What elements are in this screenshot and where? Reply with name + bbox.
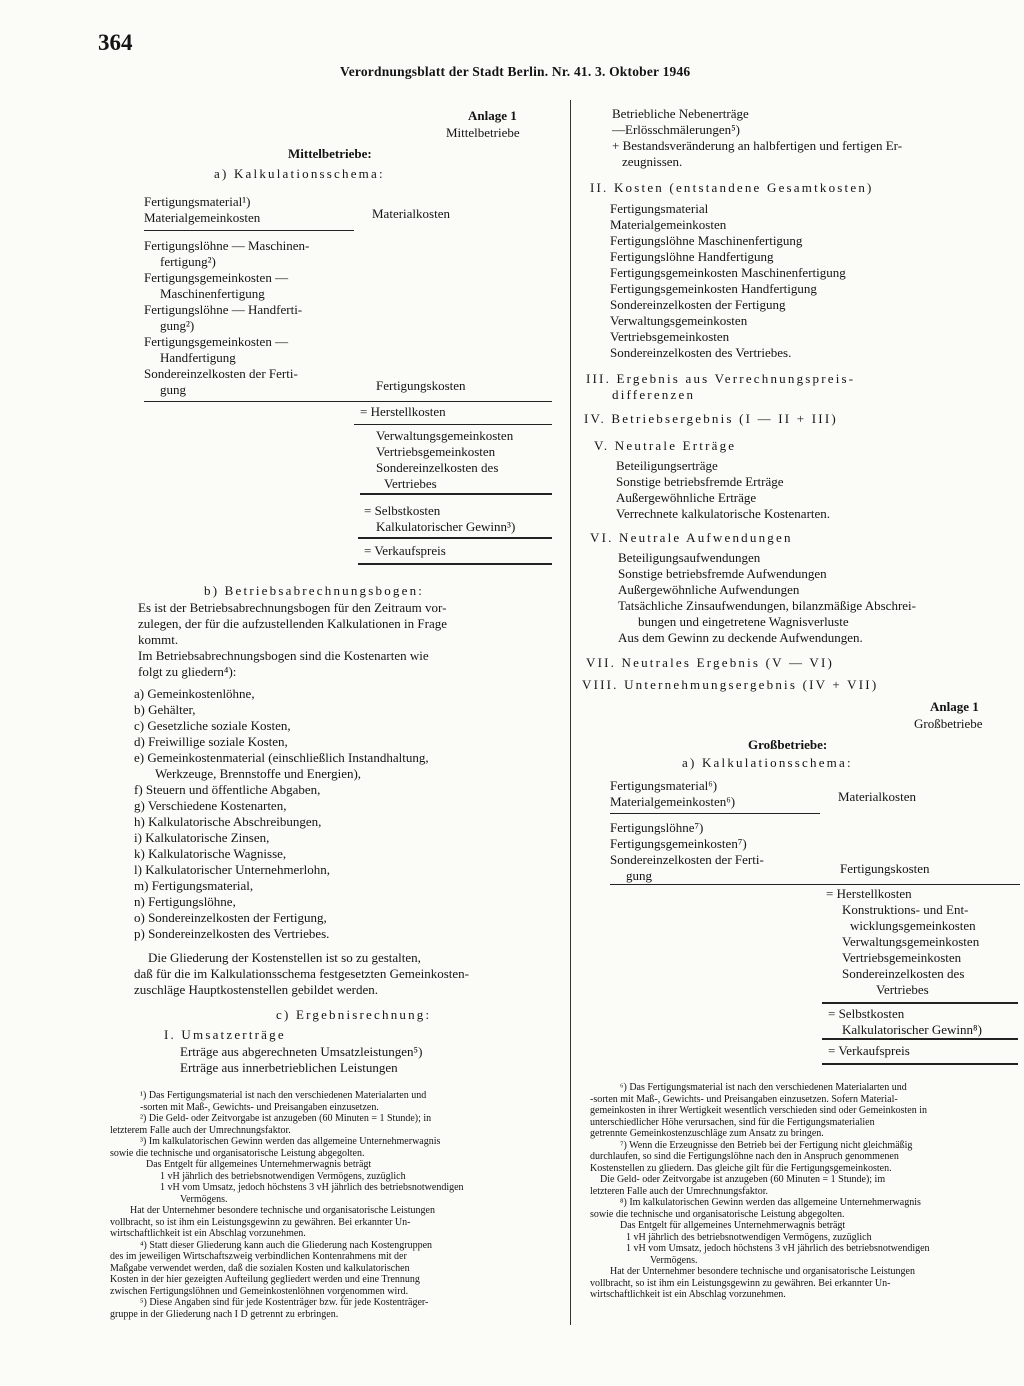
- left-b-heading: b) Betriebsabrechnungsbogen:: [204, 583, 425, 598]
- right-IV: IV. Betriebsergebnis (I — II + III): [584, 411, 838, 426]
- left-section-title: Mittelbetriebe:: [288, 146, 372, 161]
- right-s2-right: Fertigungskosten: [840, 861, 930, 876]
- rule: [358, 563, 552, 565]
- right-s1-right: Materialkosten: [838, 789, 916, 804]
- right-section-title: Großbetriebe:: [748, 737, 828, 752]
- left-s2-left: Fertigungslöhne — Maschinen- fertigung²) Fertigungsgemeinkosten — Maschinenfertigung Fertigungslöhne — Handferti- gung²) Fertigungsgemeinkosten — Handfertigung Sondereinzelkosten der Ferti- gung: [144, 238, 310, 397]
- right-VIII: VIII. Unternehmungsergebnis (IV + VII): [582, 677, 879, 692]
- right-VI: VI. Neutrale Aufwendungen: [590, 530, 793, 545]
- left-b-para3: Die Gliederung der Kostenstellen ist so zu gestalten, daß für die im Kalkulationsschema festgesetzten Gemeinkosten- zuschläge Hauptkostenstellen gebildet werden.: [134, 950, 470, 997]
- left-b-para1: Es ist der Betriebsabrechnungsbogen für den Zeitraum vor- zulegen, der für die aufzustellenden Kalkulationen in Frage kommt.: [138, 600, 447, 647]
- right-VII: VII. Neutrales Ergebnis (V — VI): [586, 655, 835, 670]
- rule: [822, 1063, 1018, 1065]
- left-anlage-title: Anlage 1: [468, 108, 517, 123]
- right-anlage-title: Anlage 1: [930, 699, 979, 714]
- right-V: V. Neutrale Erträge: [594, 438, 737, 453]
- right-V-items: Beteiligungserträge Sonstige betriebsfremde Erträge Außergewöhnliche Erträge Verrechnete kalkulatorische Kostenarten.: [616, 458, 831, 521]
- column-divider: [570, 100, 571, 1325]
- right-a-heading: a) Kalkulationsschema:: [682, 755, 853, 770]
- left-b-para2: Im Betriebsabrechnungsbogen sind die Kostenarten wie folgt zu gliedern⁴):: [138, 648, 429, 679]
- left-c-heading: c) Ergebnisrechnung:: [276, 1007, 432, 1022]
- right-anlage-sub: Großbetriebe: [914, 716, 983, 731]
- right-selbst: = Selbstkosten Kalkulatorischer Gewinn⁸): [828, 1006, 982, 1037]
- right-herstell: = Herstellkosten: [826, 886, 912, 901]
- right-s1-left: Fertigungsmaterial⁶) Materialgemeinkosten⁶): [610, 778, 736, 809]
- rule: [822, 1038, 1018, 1040]
- left-anlage-sub: Mittelbetriebe: [446, 125, 520, 140]
- right-VI-items: Beteiligungsaufwendungen Sonstige betriebsfremde Aufwendungen Außergewöhnliche Aufwendungen Tatsächliche Zinsaufwendungen, bilanzmäßige Abschrei- bungen und eingetretene Wagnisverluste Aus dem Gewinn zu deckende Aufwendungen.: [618, 550, 916, 645]
- left-verkauf: = Verkaufspreis: [364, 543, 446, 558]
- rule: [360, 493, 552, 495]
- left-herstell: = Herstellkosten: [360, 404, 446, 419]
- right-III: III. Ergebnis aus Verrechnungspreis- differenzen: [586, 371, 856, 402]
- right-II: II. Kosten (entstandene Gesamtkosten): [590, 180, 874, 195]
- rule: [822, 1002, 1018, 1004]
- rule: [144, 401, 552, 402]
- left-footnotes: ¹) Das Fertigungsmaterial ist nach den verschiedenen Materialarten und -sorten mit Maß-, Gewichts- und Preisangaben einzusetzen. ²) Die Geld- oder Zeitvorgabe ist anzugeben (60 Minuten = 1 Stunde); in letzterem Falle auch der Umrechnungsfaktor. ³) Im kalkulatorischen Gewinn werden das allgemeine Unternehmerwagnis sowie die technische und organisatorische Leistung abgegolten. Das Entgelt für allgemeines Unternehmerwagnis beträgt 1 vH jährlich des betriebsnotwendigen Vermögens, zuzüglich 1 vH vom Umsatz, jedoch höchstens 3 vH jährlich des betriebsnotwendigen Vermögens. Hat der Unternehmer besondere technische und organisatorische Leistungen vollbracht, so ist ihm ein Leistungsgewinn zu gewähren. Bei erkannter Un- wirtschaftlichkeit ist ein Abschlag vorzunehmen. ⁴) Statt dieser Gliederung kann auch die Gliederung nach Kostengruppen des im jeweiligen Wirtschaftszweig verbindlichen Kontenrahmens mit der Maßgabe verwendet werden, daß die sozialen Kosten und kalkulatorischen Kosten in der hier gezeigten Aufteilung gegliedert werden und eine Trennung zwischen Fertigungslöhnen und Gemeinkostenlöhnen vorgenommen wird. ⁵) Diese Angaben sind für jede Kostenträger bzw. für jede Kostenträger- gruppe in der Gliederung nach I D getrennt zu erbringen.: [110, 1090, 464, 1320]
- right-s3-right: Konstruktions- und Ent- wicklungsgemeinkosten Verwaltungsgemeinkosten Vertriebsgemeinkosten Sondereinzelkosten des Vertriebes: [842, 902, 980, 997]
- right-s2-left: Fertigungslöhne⁷) Fertigungsgemeinkosten⁷) Sondereinzelkosten der Ferti- gung: [610, 820, 764, 883]
- left-selbst: = Selbstkosten Kalkulatorischer Gewinn³): [364, 503, 516, 534]
- right-II-items: Fertigungsmaterial Materialgemeinkosten Fertigungslöhne Maschinenfertigung Fertigungslöhne Handfertigung Fertigungsgemeinkosten Maschinenfertigung Fertigungsgemeinkosten Handfertigung Sondereinzelkosten der Fertigung Verwaltungsgemeinkosten Vertriebsgemeinkosten Sondereinzelkosten des Vertriebes.: [610, 201, 846, 360]
- left-c-I-items: Erträge aus abgerechneten Umsatzleistungen⁵) Erträge aus innerbetrieblichen Leistungen: [180, 1044, 423, 1075]
- left-s1-left: Fertigungsmaterial¹) Materialgemeinkosten: [144, 194, 261, 225]
- running-title: Verordnungsblatt der Stadt Berlin. Nr. 41. 3. Oktober 1946: [340, 64, 691, 79]
- right-footnotes: ⁶) Das Fertigungsmaterial ist nach den verschiedenen Materialarten und -sorten mit Maß-, Gewichts- und Preisangaben einzusetzen. Sofern Material- gemeinkosten in ihrer Wertigkeit wesentlich verschieden sind oder Gemeinkosten in unterschiedlicher Höhe verursachen, sind für die Fertigungsmaterialien getrennte Gemeinkostenzuschläge zum Ansatz zu bringen. ⁷) Wenn die Erzeugnisse den Betrieb bei der Fertigung nicht gleichmäßig durchlaufen, so sind die Fertigungslöhne nach den in Anspruch genommenen Kostenstellen zu gliedern. Das gleiche gilt für die Fertigungsgemeinkosten. Die Geld- oder Zeitvorgabe ist anzugeben (60 Minuten = 1 Stunde); im letzteren Falle auch der Umrechnungsfaktor. ⁸) Im kalkulatorischen Gewinn werden das allgemeine Unternehmerwagnis sowie die technische und organisatorische Leistung abgegolten. Das Entgelt für allgemeines Unternehmerwagnis beträgt 1 vH jährlich des betriebsnotwendigen Vermögens, zuzüglich 1 vH vom Umsatz, jedoch höchstens 3 vH jährlich des betriebsnotwendigen Vermögens. Hat der Unternehmer besondere technische und organisatorische Leistungen vollbracht, so ist ihm ein Leistungsgewinn zu gewähren. Bei erkannter Un- wirtschaftlichkeit ist ein Abschlag vorzunehmen.: [590, 1082, 930, 1300]
- page-number: 364: [98, 30, 133, 55]
- right-verkauf: = Verkaufspreis: [828, 1043, 910, 1058]
- right-top-items: Betriebliche Nebenerträge —Erlösschmälerungen⁵) + Bestandsveränderung an halbfertigen und fertigen Er- zeugnissen.: [612, 106, 903, 169]
- left-a-heading: a) Kalkulationsschema:: [214, 166, 385, 181]
- left-b-list: a) Gemeinkostenlöhne, b) Gehälter, c) Gesetzliche soziale Kosten, d) Freiwillige soziale Kosten, e) Gemeinkostenmaterial (einschließlich Instandhaltung, Werkzeuge, Brennstoffe und Energien), f) Steuern und öffentliche Abgaben, g) Verschiedene Kostenarten, h) Kalkulatorische Abschreibungen, i) Kalkulatorische Zinsen, k) Kalkulatorische Wagnisse, l) Kalkulatorischer Unternehmerlohn, m) Fertigungsmaterial, n) Fertigungslöhne, o) Sondereinzelkosten der Fertigung, p) Sondereinzelkosten des Vertriebes.: [134, 686, 429, 941]
- rule: [144, 230, 354, 231]
- left-s1-right: Materialkosten: [372, 206, 450, 221]
- rule: [354, 424, 552, 425]
- rule: [610, 813, 820, 814]
- left-s3-right: Verwaltungsgemeinkosten Vertriebsgemeinkosten Sondereinzelkosten des Vertriebes: [376, 428, 514, 491]
- rule: [610, 884, 1020, 885]
- left-c-I: I. Umsatzerträge: [164, 1027, 286, 1042]
- left-s2-right: Fertigungskosten: [376, 378, 466, 393]
- rule: [358, 537, 552, 539]
